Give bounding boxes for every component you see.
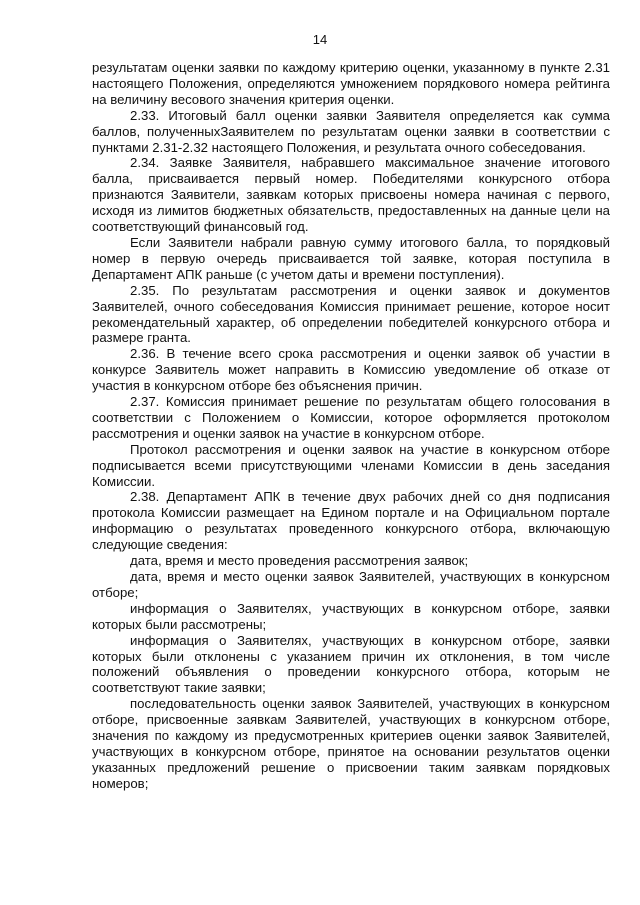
list-item-evaluation-date: дата, время и место оценки заявок Заявителей, участвующих в конкурсном отборе;	[92, 569, 610, 600]
paragraph-protocol: Протокол рассмотрения и оценки заявок на участие в конкурсном отборе подписывается всеми присутствующими членами Комиссии в день заседания Комиссии.	[92, 441, 610, 489]
list-item-evaluation-sequence: последовательность оценки заявок Заявителей, участвующих в конкурсном отборе, присвоенные заявкам Заявителей, участвующих в конкурсном отборе, значения по каждому из предусмотренных критериев оценки заявок Заявителей, участвующих в конкурсном отборе, принятое на основании результатов оценки указанных предложений решение о присвоении таким заявкам порядковых номеров;	[92, 696, 610, 791]
paragraph-2-37: 2.37. Комиссия принимает решение по результатам общего голосования в соответствии с Положением о Комиссии, которое оформляется протоколом рассмотрения и оценки заявок на участие в конкурсном отборе.	[92, 394, 610, 441]
paragraph-equal-score: Если Заявители набрали равную сумму итогового балла, то порядковый номер в первую очередь присваивается той заявке, которая поступила в Департамент АПК раньше (с учетом даты и времени поступления).	[92, 234, 610, 282]
paragraph-2-34: 2.34. Заявке Заявителя, набравшего максимальное значение итогового балла, присваивается первый номер. Победителями конкурсного отбора признаются Заявители, заявкам которых присвоены номера начиная с первого, исходя из лимитов бюджетных обязательств, предоставленных на данные цели на соответствующий финансовый год.	[92, 155, 610, 235]
list-item-reviewed-applicants: информация о Заявителях, участвующих в конкурсном отборе, заявки которых были рассмотрены;	[92, 600, 610, 632]
list-item-review-date: дата, время и место проведения рассмотрения заявок;	[130, 553, 469, 569]
paragraph-2-36: 2.36. В течение всего срока рассмотрения и оценки заявок об участии в конкурсе Заявитель может направить в Комиссию уведомление об отказе от участия в конкурсном отборе без объяснения причин.	[92, 346, 610, 394]
paragraph-2-38: 2.38. Департамент АПК в течение двух рабочих дней со дня подписания протокола Комиссии размещает на Едином портале и на Официальном портале информацию о результатах проведенного конкурсного отбора, включающую следующие сведения:	[92, 489, 610, 553]
paragraph-2-33: 2.33. Итоговый балл оценки заявки Заявителя определяется как сумма баллов, полученныхЗаявителем по результатам оценки заявки в соответствии с пунктами 2.31-2.32 настоящего Положения, и результата очного собеседования.	[92, 107, 610, 155]
page-number: 14	[312, 32, 328, 47]
document-body	[92, 60, 610, 792]
paragraph-continuation: результатам оценки заявки по каждому критерию оценки, указанному в пункте 2.31 настоящего Положения, определяются умножением порядкового номера рейтинга на величину весового значения критерия оценки.	[92, 60, 610, 107]
paragraph-2-35: 2.35. По результатам рассмотрения и оценки заявок и документов Заявителей, очного собеседования Комиссия принимает решение, которое носит рекомендательный характер, об определении победителей конкурсного отбора и размере гранта.	[92, 282, 610, 346]
list-item-rejected-applicants: информация о Заявителях, участвующих в конкурсном отборе, заявки которых были отклонены с указанием причин их отклонения, в том числе положений объявления о проведении конкурсного отбора, которым не соответствуют такие заявки;	[92, 632, 610, 696]
